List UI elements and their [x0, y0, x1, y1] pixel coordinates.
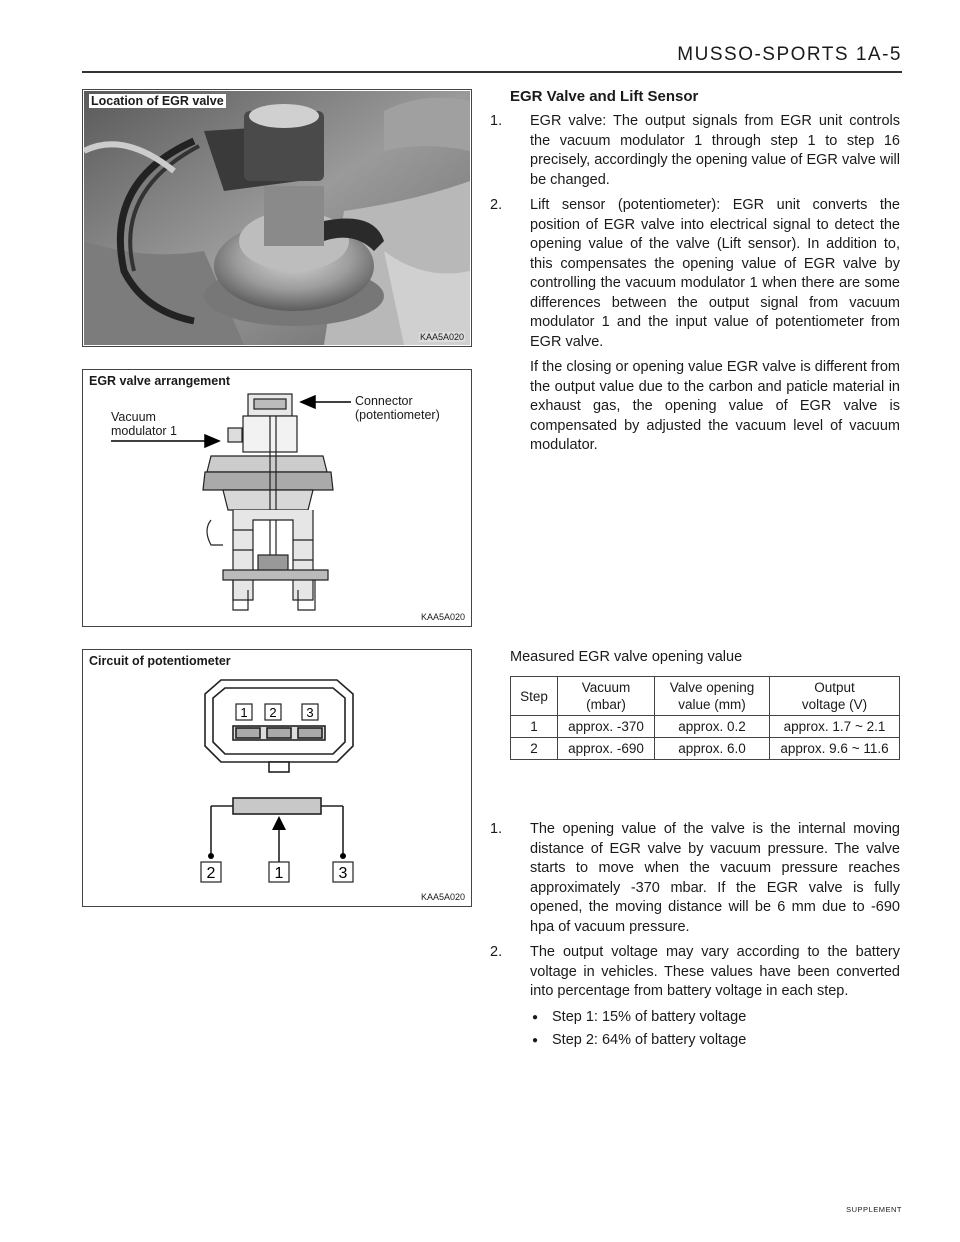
note-1: 1. The opening value of the valve is the internal moving distance of EGR valve by vacuum pressure. The valve starts to move when the vacuum pressure reaches approximately -370 mbar. If the EGR valve is fully opened, the moving distance will be 6 mm due to -690 hpa of vacuum pressure.: [490, 821, 900, 935]
bullet-item: ● Step 2: 64% of battery voltage: [510, 1031, 900, 1051]
label-connector: Connector (potentiometer): [355, 394, 440, 422]
figure-title: Location of EGR valve: [91, 94, 224, 108]
figure-egr-arrangement: [82, 369, 472, 627]
potentiometer-circuit-drawing: [83, 650, 469, 904]
bullet-item: ● Step 1: 15% of battery voltage: [510, 1008, 900, 1028]
cell-output: approx. 9.6 ~ 11.6: [770, 738, 900, 760]
figure-code: KAA5A020: [419, 332, 464, 342]
pin-bottom-1: 1: [274, 865, 284, 882]
item-lift-sensor-continued: If the closing or opening value EGR valve is different from the output value due to the carbon and paticle material in exhaust gas, the opening value of EGR valve is compensated by adjusted the vacuum level of vacuum modulator.: [530, 359, 900, 453]
table-row: [511, 716, 900, 738]
cell-opening: approx. 0.2: [655, 716, 770, 738]
pin-top-2: 2: [269, 705, 277, 720]
header-output: Output voltage (V): [770, 677, 900, 716]
pin-bottom-3: 3: [338, 865, 348, 882]
section-body: [490, 112, 900, 462]
figure-code: KAA5A020: [420, 892, 465, 902]
cell-output: approx. 1.7 ~ 2.1: [770, 716, 900, 738]
pin-top-1: 1: [240, 705, 248, 720]
note-2: 2. The output voltage may vary according to the battery voltage in vehicles. These values have been converted into percentage from battery voltage in each step.: [490, 944, 900, 999]
pin-top-3: 3: [306, 705, 314, 720]
table-header-row: [511, 677, 900, 716]
item-lift-sensor: 2. Lift sensor (potentiometer): EGR unit converts the position of EGR valve into electrical signal to detect the opening value of the valve (Lift sensor). In addition to, this compensates the opening value of EGR valve by controlling the vacuum modulator 1 when there are some differences between the output signal from vacuum modulator 1 and the input value of potentiometer from EGR valve.: [490, 197, 900, 350]
item-egr-valve: 1. EGR valve: The output signals from EGR unit controls the vacuum modulator 1 through step 1 to step 16 precisely, accordingly the opening value of EGR valve will be changed.: [490, 113, 900, 188]
figure-egr-location: [82, 89, 472, 347]
cell-vacuum: approx. -370: [558, 716, 655, 738]
figure-title: EGR valve arrangement: [89, 374, 231, 388]
section-title: EGR Valve and Lift Sensor: [510, 88, 699, 105]
notes: [490, 820, 900, 1055]
cell-step: 1: [511, 716, 558, 738]
label-vacuum-modulator: Vacuum modulator 1: [111, 410, 178, 438]
header-step: Step: [511, 677, 558, 716]
figure-code: KAA5A020: [420, 612, 465, 622]
measurement-table: [510, 676, 900, 760]
bullet-icon: ●: [532, 1035, 539, 1046]
footer-supplement: SUPPLEMENT: [846, 1205, 902, 1214]
pin-bottom-2: 2: [206, 865, 216, 882]
table-row: [511, 738, 900, 760]
header-rule: [82, 71, 902, 73]
egr-valve-photo: [84, 91, 470, 345]
cell-vacuum: approx. -690: [558, 738, 655, 760]
bullet-icon: ●: [532, 1011, 539, 1023]
page-header-title: MUSSO-SPORTS 1A-5: [677, 44, 902, 65]
cell-step: 2: [511, 738, 558, 760]
table-title: Measured EGR valve opening value: [510, 649, 743, 665]
header-opening: Valve opening value (mm): [655, 677, 770, 716]
header-vacuum: Vacuum (mbar): [558, 677, 655, 716]
cell-opening: approx. 6.0: [655, 738, 770, 760]
figure-potentiometer-circuit: [82, 649, 472, 907]
figure-title: Circuit of potentiometer: [89, 654, 231, 668]
